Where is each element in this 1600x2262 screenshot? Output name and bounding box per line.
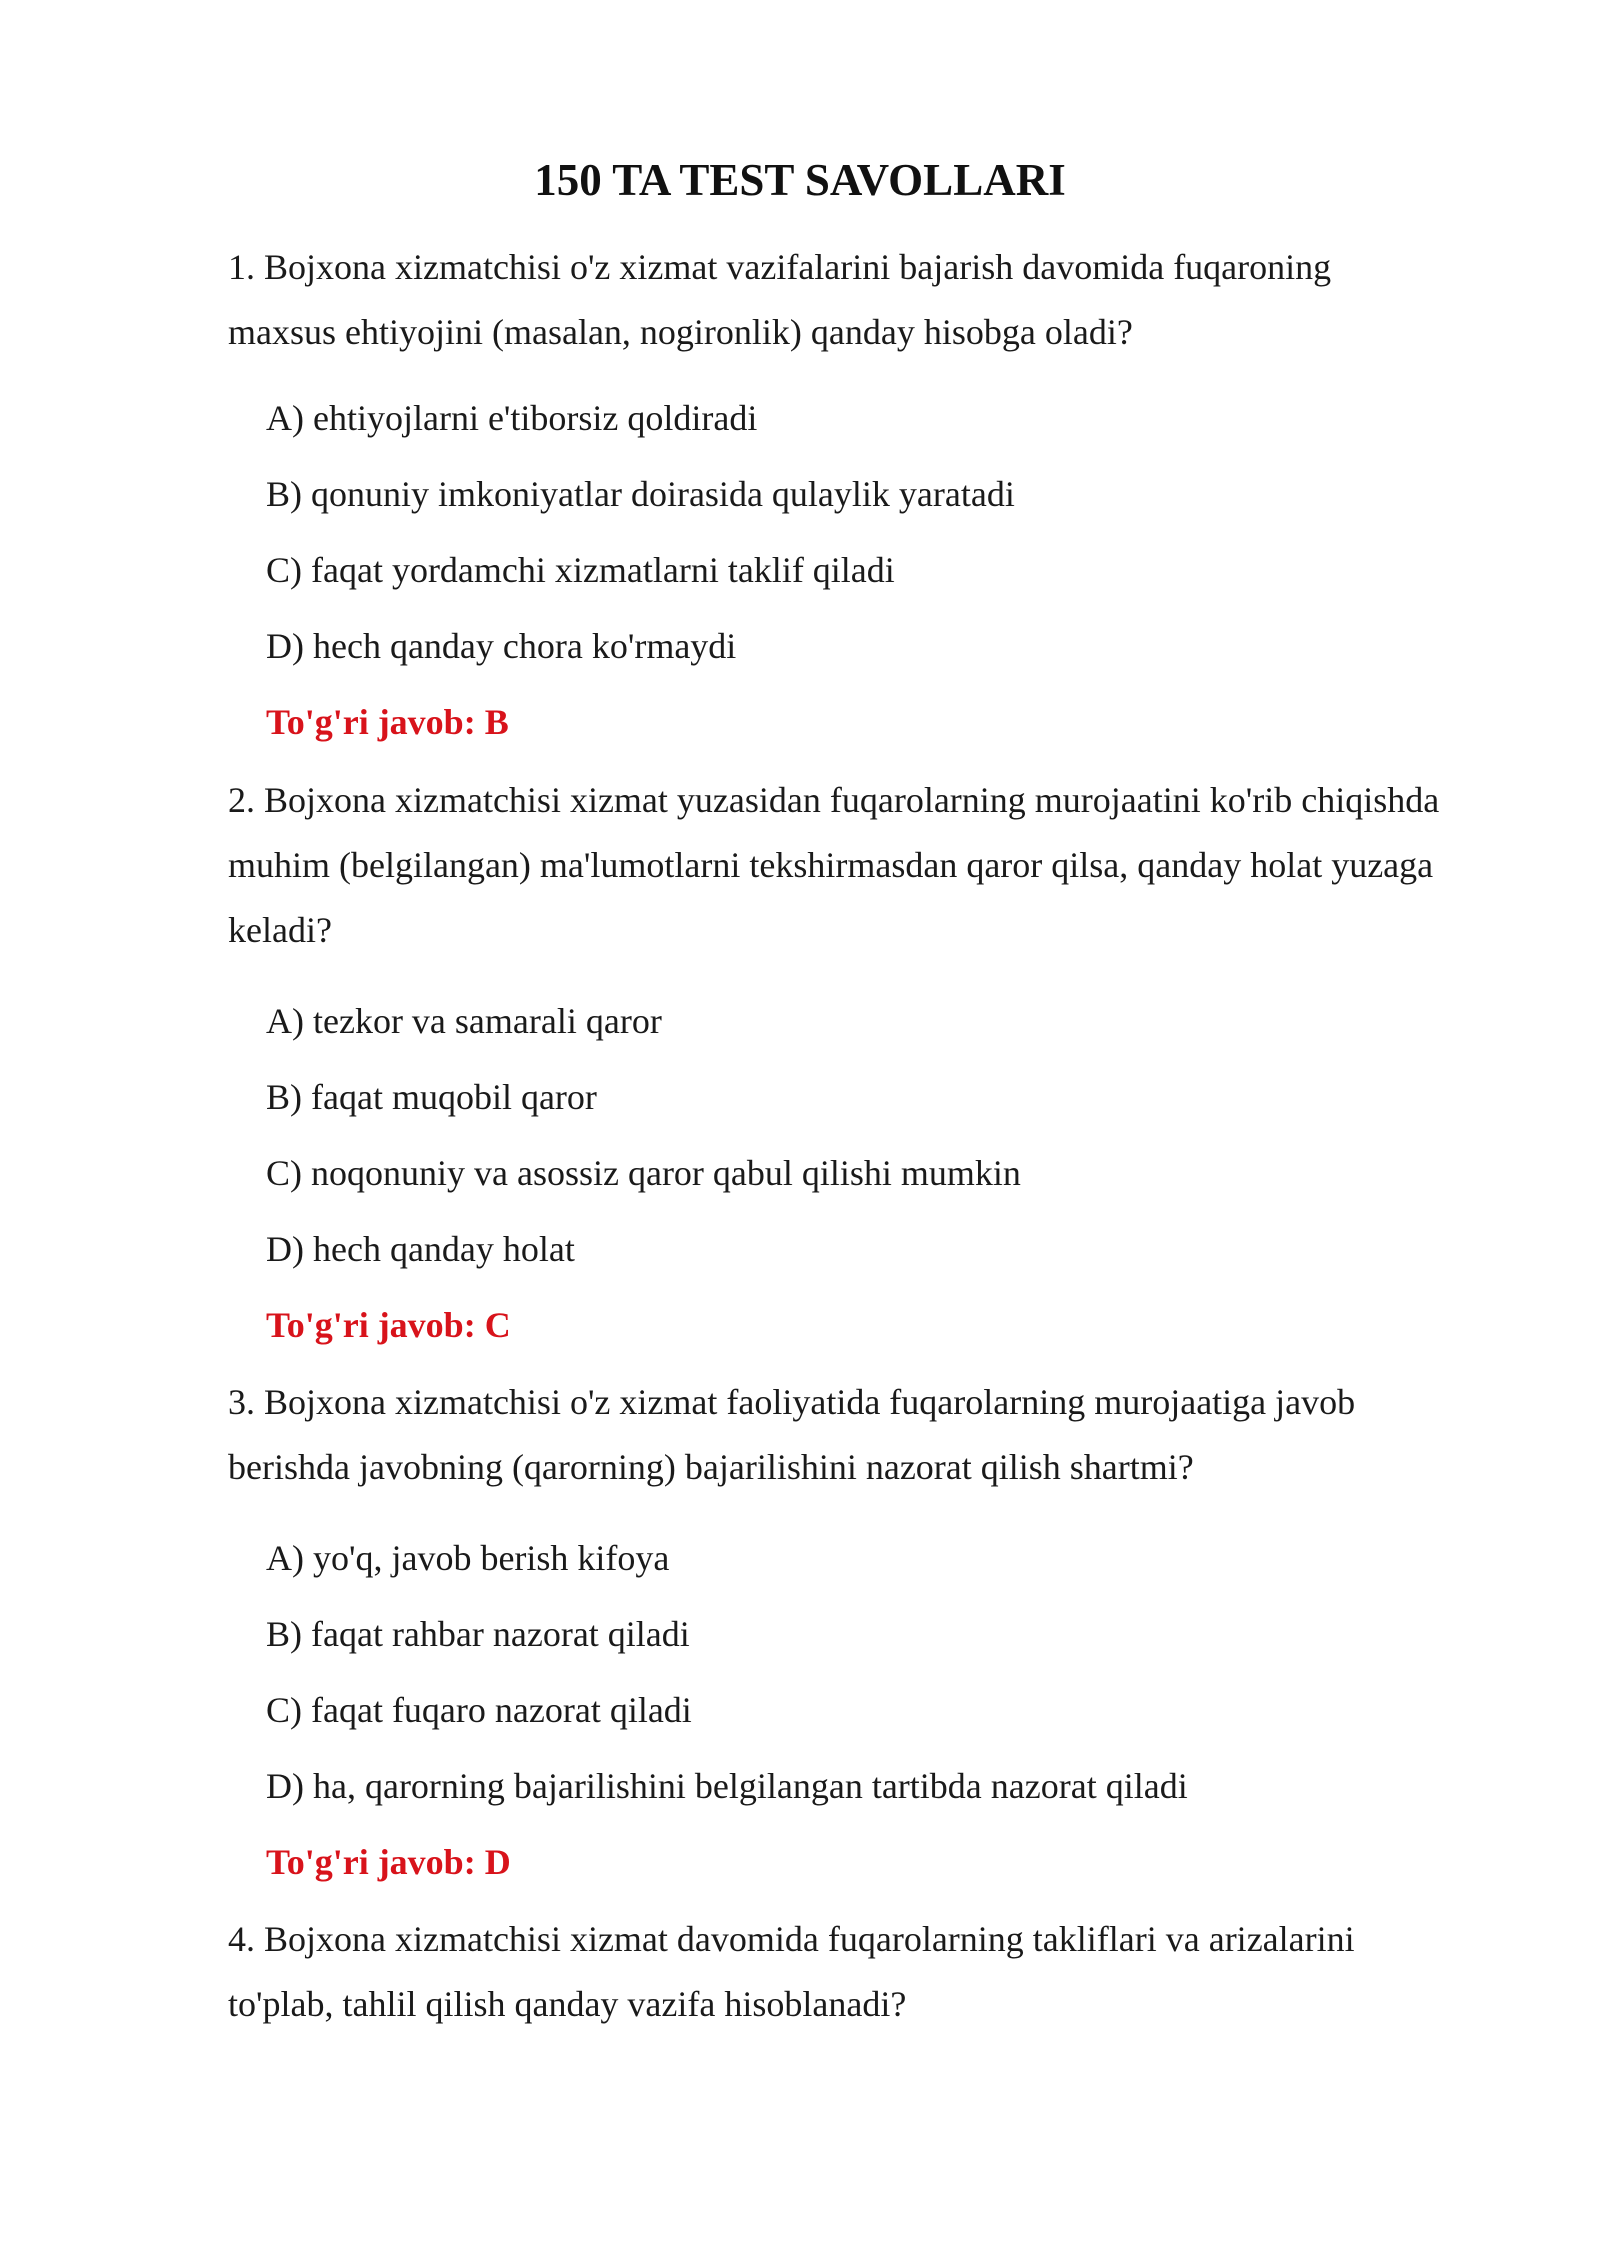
question-3-correct-answer: To'g'ri javob: D xyxy=(266,1842,511,1882)
question-2-option-d: D) hech qanday holat xyxy=(266,1229,575,1269)
question-1-option-c: C) faqat yordamchi xizmatlarni taklif qiladi xyxy=(266,550,895,590)
question-2-option-a: A) tezkor va samarali qaror xyxy=(266,1001,662,1041)
page-title: 150 TA TEST SAVOLLARI xyxy=(534,155,1066,205)
question-4-text: 4. Bojxona xizmatchisi xizmat davomida fuqarolarning takliflari va arizalarini to'plab, tahlil qilish qanday vazifa hisoblanadi? xyxy=(228,1919,1355,2024)
question-3-option-b: B) faqat rahbar nazorat qiladi xyxy=(266,1614,690,1654)
question-2-option-b: B) faqat muqobil qaror xyxy=(266,1077,597,1117)
question-1-option-a: A) ehtiyojlarni e'tiborsiz qoldiradi xyxy=(266,398,758,438)
question-3-text: 3. Bojxona xizmatchisi o'z xizmat faoliyatida fuqarolarning murojaatiga javob berishda javobning (qarorning) bajarilishini nazorat qilish shartmi? xyxy=(228,1382,1356,1487)
question-2-option-c: C) noqonuniy va asossiz qaror qabul qilishi mumkin xyxy=(266,1153,1021,1193)
question-1-correct-answer: To'g'ri javob: B xyxy=(266,702,509,742)
question-3-option-c: C) faqat fuqaro nazorat qiladi xyxy=(266,1690,692,1730)
question-1-text: 1. Bojxona xizmatchisi o'z xizmat vazifalarini bajarish davomida fuqaroning maxsus ehtiyojini (masalan, nogironlik) qanday hisobga oladi? xyxy=(228,247,1332,352)
question-2-correct-answer: To'g'ri javob: C xyxy=(266,1305,511,1345)
question-3-option-a: A) yo'q, javob berish kifoya xyxy=(266,1538,670,1578)
question-1-option-d: D) hech qanday chora ko'rmaydi xyxy=(266,626,737,666)
question-1-option-b: B) qonuniy imkoniyatlar doirasida qulaylik yaratadi xyxy=(266,474,1015,514)
question-2-text: 2. Bojxona xizmatchisi xizmat yuzasidan fuqarolarning murojaatini ko'rib chiqishda muhim (belgilangan) ma'lumotlarni tekshirmasdan qaror qilsa, qanday holat yuzaga keladi? xyxy=(228,780,1440,950)
question-3-option-d: D) ha, qarorning bajarilishini belgilangan tartibda nazorat qiladi xyxy=(266,1766,1188,1806)
